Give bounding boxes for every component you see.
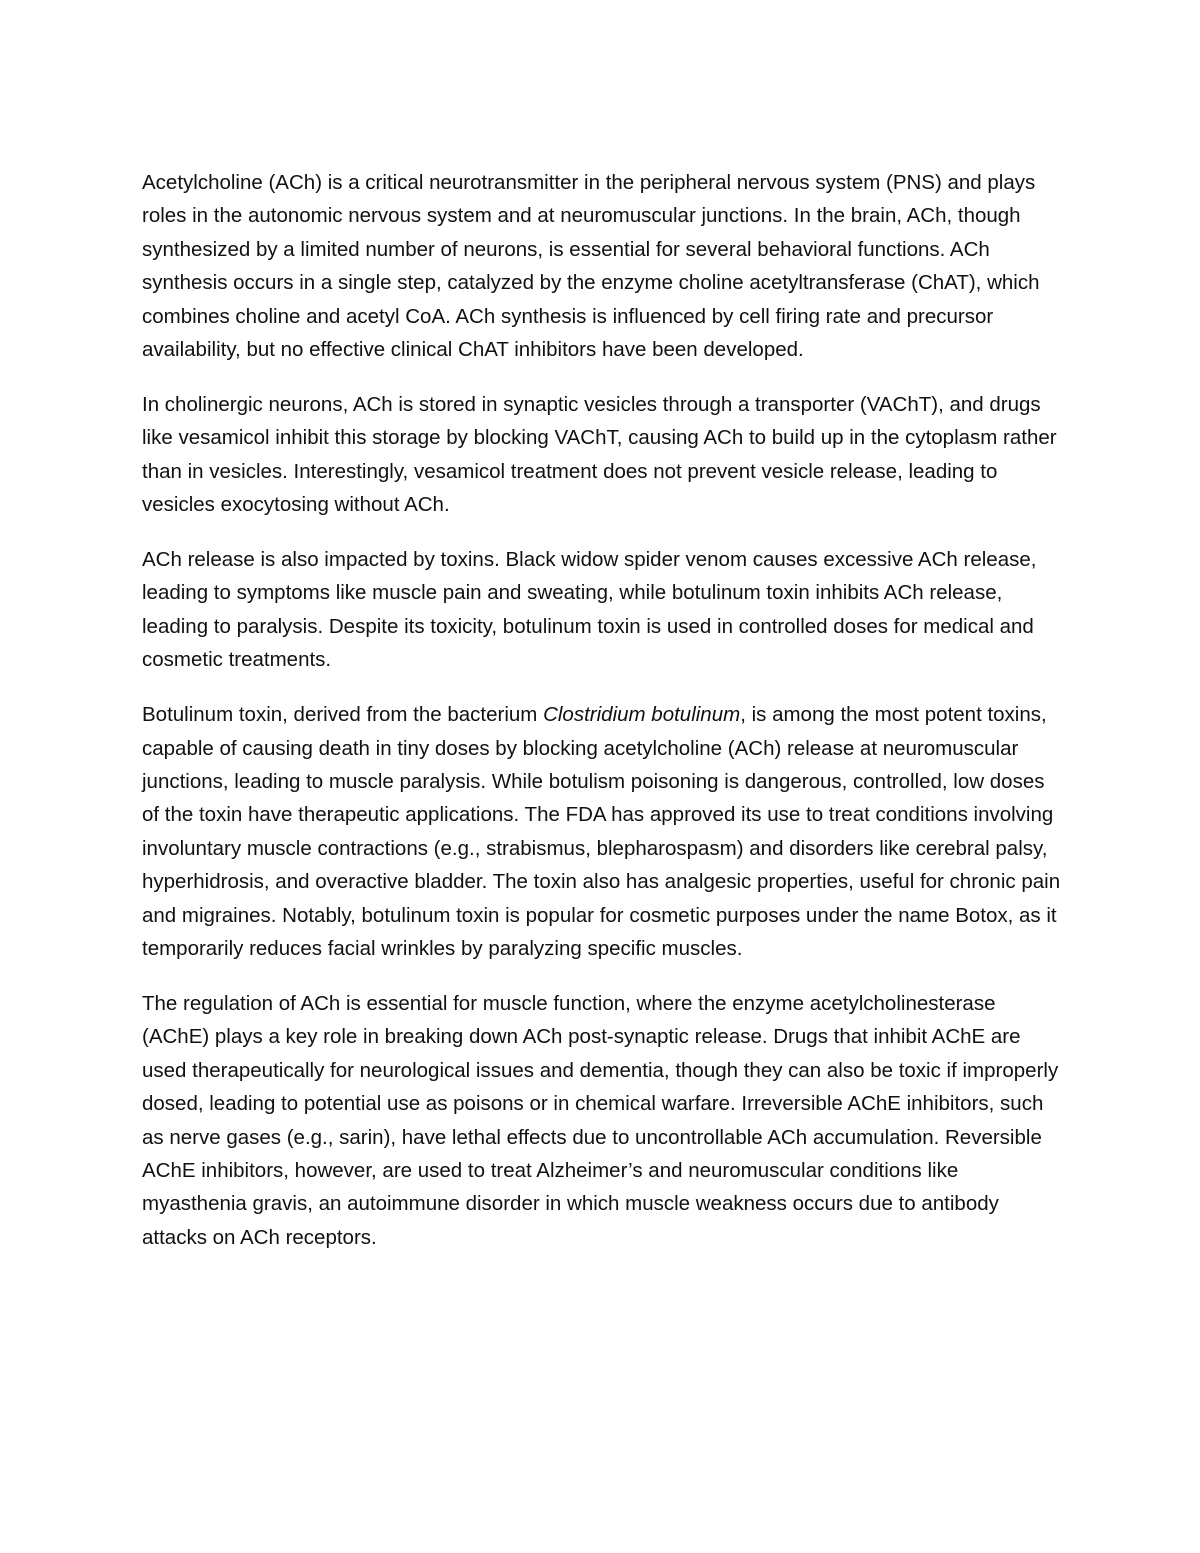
paragraph-text-segment: , is among the most potent toxins, capable of causing death in tiny doses by blocking acetylcholine (ACh) release at neuromuscular junctions, leading to muscle paralysis. While botulism poisoning is dangerous, controlled, low doses of the toxin have therapeutic applications. The FDA has approved its use to treat conditions involving involuntary muscle contractions (e.g., strabismus, blepharospasm) and disorders like cerebral palsy, hyperhidrosis, and overactive bladder. The toxin also has analgesic properties, useful for chronic pain and migraines. Notably, botulinum toxin is popular for cosmetic purposes under the name Botox, as it temporarily reduces facial wrinkles by paralyzing specific muscles. <box>142 703 1061 961</box>
paragraph-ach-synthesis: Acetylcholine (ACh) is a critical neurotransmitter in the peripheral nervous system (PNS) and plays roles in the autonomic nervous system and at neuromuscular junctions. In the brain, ACh, though synthesized by a limited number of neurons, is essential for several behavioral functions. ACh synthesis occurs in a single step, catalyzed by the enzyme choline acetyltransferase (ChAT), which combines choline and acetyl CoA. ACh synthesis is influenced by cell firing rate and precursor availability, but no effective clinical ChAT inhibitors have been developed. <box>142 171 1040 362</box>
document-body <box>142 166 1064 1276</box>
paragraph-text-segment: Botulinum toxin, derived from the bacterium <box>142 703 544 727</box>
paragraph-botulinum-toxin <box>142 698 1064 965</box>
paragraph-ach-storage: In cholinergic neurons, ACh is stored in synaptic vesicles through a transporter (VAChT), and drugs like vesamicol inhibit this storage by blocking VAChT, causing ACh to build up in the cytoplasm rather than in vesicles. Interestingly, vesamicol treatment does not prevent vesicle release, leading to vesicles exocytosing without ACh. <box>142 392 1057 517</box>
paragraph-ach-release-toxins: ACh release is also impacted by toxins. Black widow spider venom causes excessive ACh release, leading to symptoms like muscle pain and sweating, while botulinum toxin inhibits ACh release, leading to paralysis. Despite its toxicity, botulinum toxin is used in controlled doses for medical and cosmetic treatments. <box>142 548 1037 672</box>
species-name-italic: Clostridium botulinum <box>543 703 741 727</box>
paragraph-ache-regulation: The regulation of ACh is essential for muscle function, where the enzyme acetylcholinesterase (AChE) plays a key role in breaking down ACh post-synaptic release. Drugs that inhibit AChE are used therapeutically for neurological issues and dementia, though they can also be toxic if improperly dosed, leading to potential use as poisons or in chemical warfare. Irreversible AChE inhibitors, such as nerve gases (e.g., sarin), have lethal effects due to uncontrollable ACh accumulation. Reversible AChE inhibitors, however, are used to treat Alzheimer’s and neuromuscular conditions like myasthenia gravis, an autoimmune disorder in which muscle weakness occurs due to antibody attacks on ACh receptors. <box>142 991 1059 1249</box>
